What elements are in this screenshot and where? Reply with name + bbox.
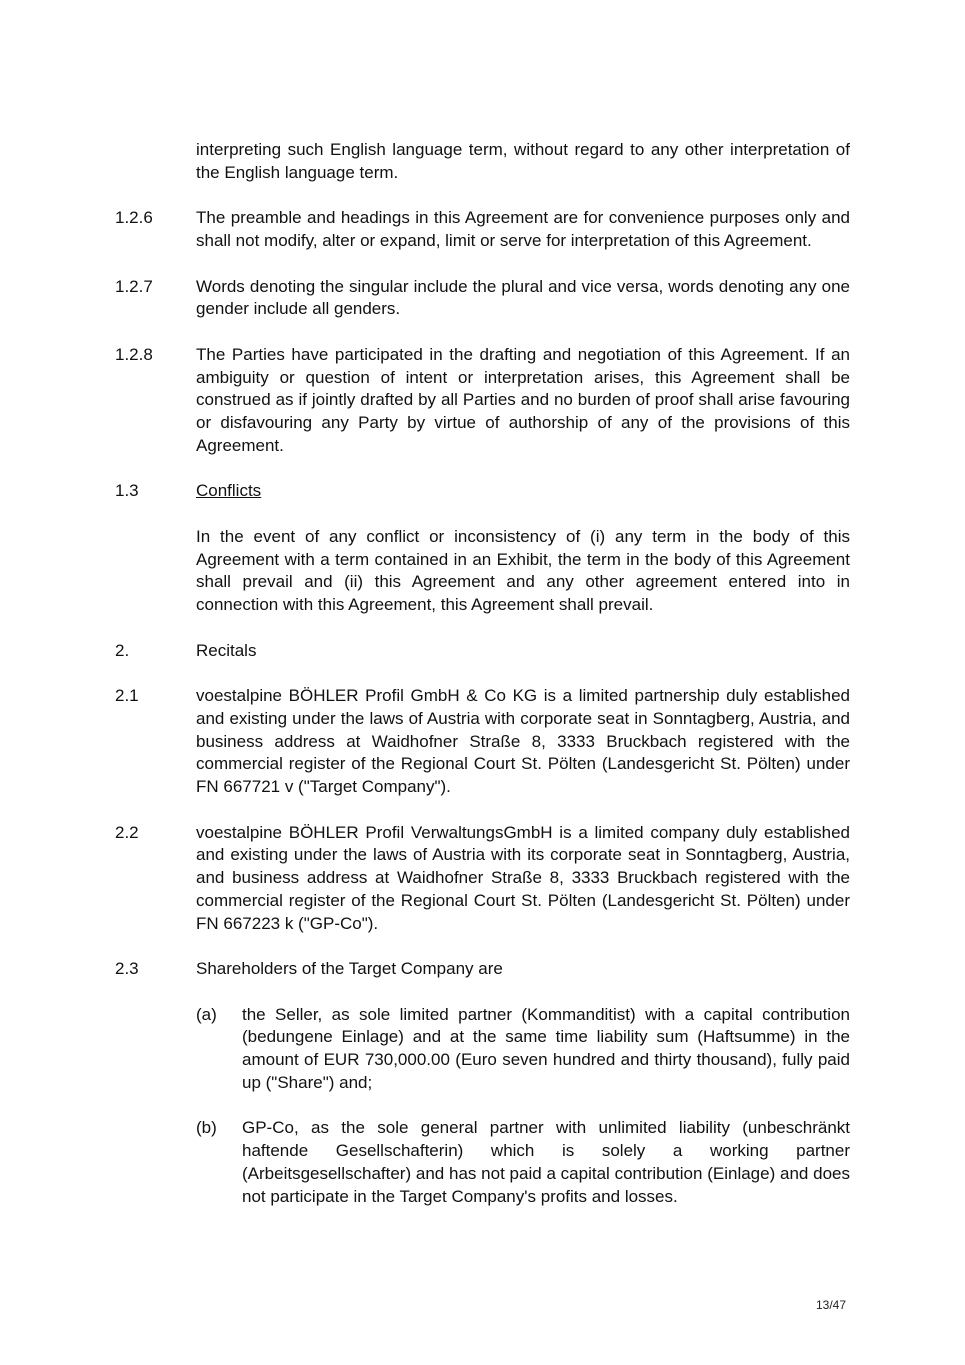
- clause-1-2-7: [115, 276, 850, 322]
- section-heading-conflicts: [115, 480, 850, 503]
- clause-text: Words denoting the singular include the plural and vice versa, words denoting any one gender include all genders.: [196, 276, 850, 319]
- section-number: 1.3: [115, 481, 139, 501]
- sub-item-text: the Seller, as sole limited partner (Kommanditist) with a capital contribution (bedungene Einlage) and at the same time liability sum (Haftsumme) in the amount of EUR 730,000.00 (Euro seven hundred and thirty thousand), fully paid up ("Share") and;: [242, 1004, 850, 1092]
- clause-text: Shareholders of the Target Company are: [196, 959, 503, 978]
- clause-text: voestalpine BÖHLER Profil VerwaltungsGmbH is a limited company duly established and existing under the laws of Austria with its corporate seat in Sonntagberg, Austria, and business address at Waidhofner Straße 8, 3333 Bruckbach registered with the commercial register of the Regional Court St. Pölten (Landesgericht St. Pölten) under FN 667223 k ("GP-Co").: [196, 822, 850, 933]
- clause-number: 2.2: [115, 822, 139, 842]
- document-body: [115, 139, 850, 1231]
- sub-item-label: (b): [196, 1118, 217, 1138]
- conflicts-paragraph: In the event of any conflict or inconsistency of (i) any term in the body of this Agreement with a term contained in an Exhibit, the term in the body of this Agreement shall prevail and (ii) this Agreement and any other agreement entered into in connection with this Agreement, this Agreement shall prevail.: [196, 526, 850, 614]
- clause-number: 2.3: [115, 959, 139, 978]
- clause-1-2-6: [115, 207, 850, 253]
- section-heading: Recitals: [196, 640, 257, 660]
- page-number: 13/47: [816, 1298, 847, 1312]
- clause-number: 1.2.8: [115, 344, 153, 364]
- clause-2-2: [115, 822, 850, 936]
- clause-2-1: [115, 685, 850, 799]
- section-number: 2.: [115, 640, 130, 660]
- sub-item-text: GP-Co, as the sole general partner with unlimited liability (unbeschränkt haftende Gesellschafterin) which is solely a working partner (Arbeitsgesellschafter) and has not paid a capital contribution (Einlage) and does not participate in the Target Company's profits and losses.: [242, 1118, 850, 1206]
- clause-2-3: [115, 958, 850, 981]
- sub-item-label: (a): [196, 1004, 217, 1024]
- clause-text: The Parties have participated in the drafting and negotiation of this Agreement. If an ambiguity or question of intent or interpretation arises, this Agreement shall be construed as if jointly drafted by all Parties and no burden of proof shall arise favouring or disfavouring any Party by virtue of authorship of any of the provisions of this Agreement.: [196, 344, 850, 455]
- clause-text: voestalpine BÖHLER Profil GmbH & Co KG is a limited partnership duly established and existing under the laws of Austria with corporate seat in Sonntagberg, Austria, and business address at Waidhofner Straße 8, 3333 Bruckbach registered with the commercial register of the Regional Court St. Pölten (Landesgericht St. Pölten) under FN 667721 v ("Target Company").: [196, 686, 850, 796]
- clause-text: The preamble and headings in this Agreement are for convenience purposes only and shall not modify, alter or expand, limit or serve for interpretation of this Agreement.: [196, 208, 850, 250]
- sub-item-b: [196, 1117, 850, 1208]
- clause-number: 1.2.7: [115, 276, 153, 296]
- section-heading-recitals: [115, 640, 850, 663]
- clause-number: 1.2.6: [115, 208, 153, 228]
- clause-number: 2.1: [115, 686, 139, 705]
- sub-item-a: [196, 1004, 850, 1095]
- clause-1-2-8: [115, 344, 850, 458]
- continuation-paragraph: interpreting such English language term, without regard to any other interpretation of the English language term.: [196, 140, 850, 182]
- section-heading: Conflicts: [196, 481, 262, 501]
